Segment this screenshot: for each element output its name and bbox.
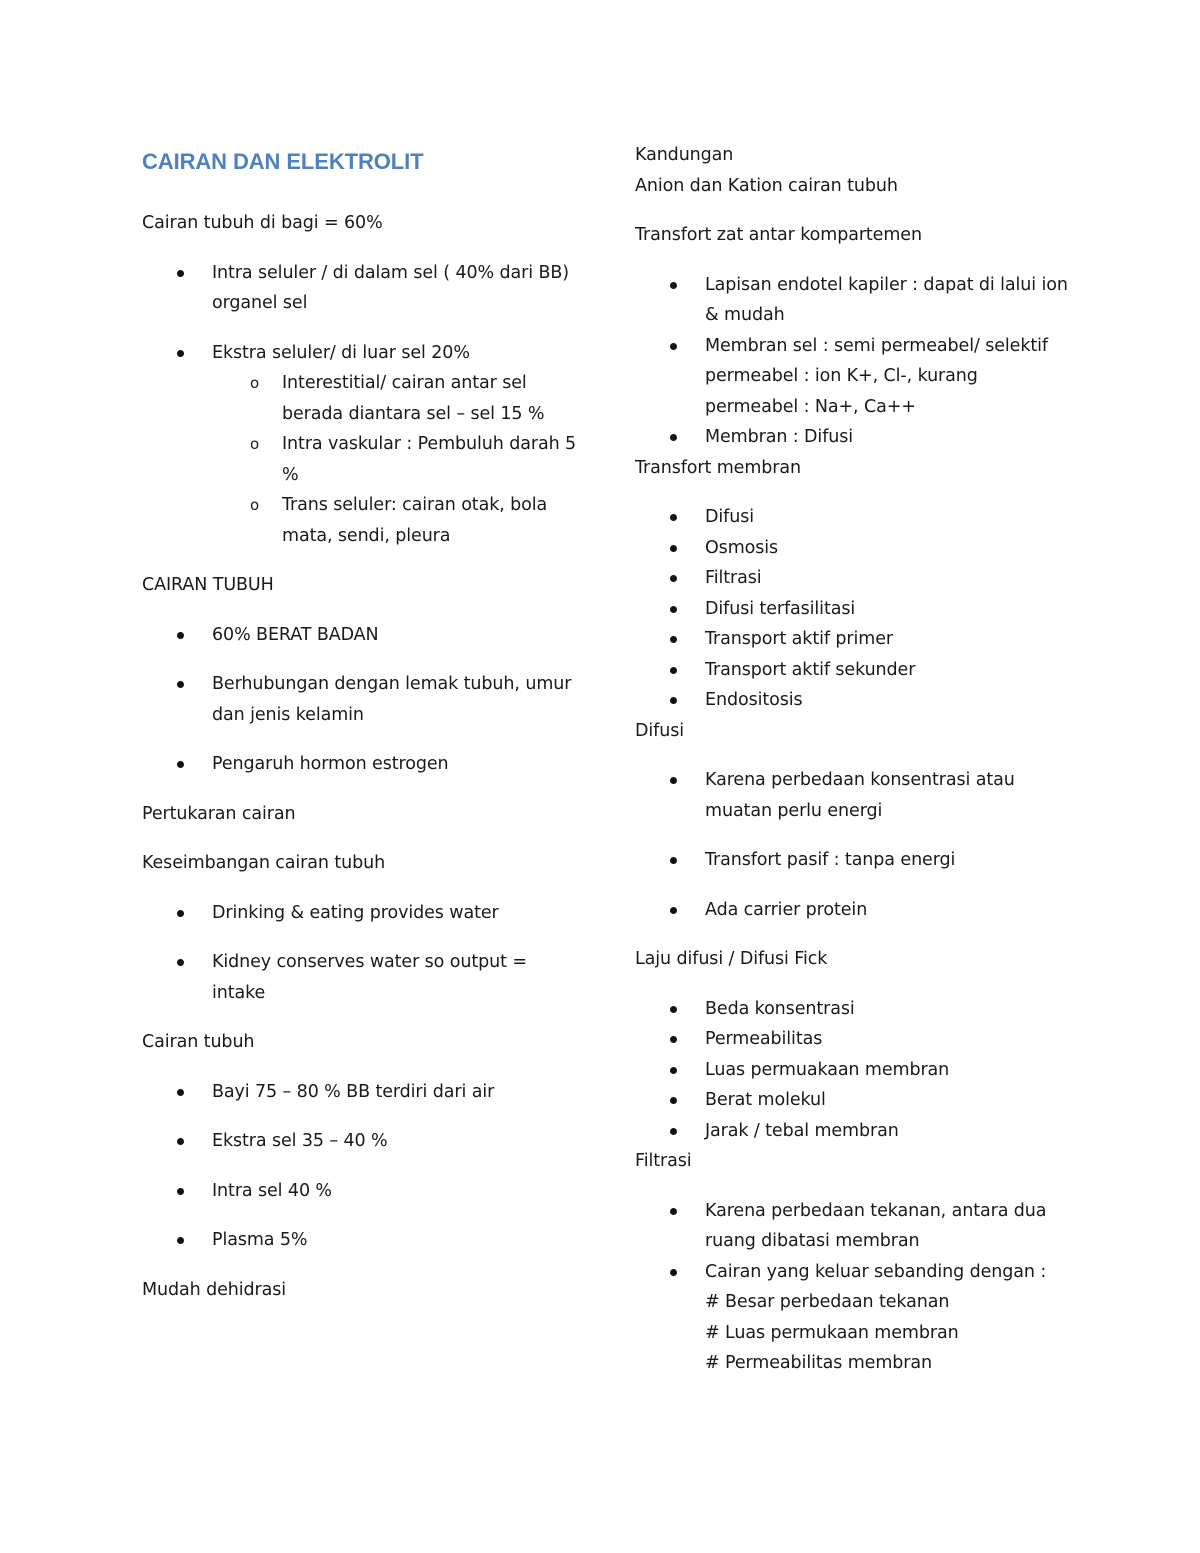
list-item: Transfort pasif : tanpa energi	[635, 845, 1075, 876]
paragraph-transfort-zat: Transfort zat antar kompartemen	[635, 225, 922, 245]
list-item: Endositosis	[635, 685, 1075, 716]
paragraph-transfort-membran: Transfort membran	[635, 457, 802, 478]
paragraph-laju-difusi: Laju difusi / Difusi Fick	[635, 949, 828, 969]
list-item: Difusi	[635, 502, 1075, 533]
sub-list-extracellular	[212, 368, 582, 551]
list-item: Membran : Difusi	[635, 422, 1075, 453]
list-item-line: # Luas permukaan membran	[705, 1322, 959, 1343]
bullet-list-difusi	[635, 765, 1075, 925]
list-item: Osmosis	[635, 533, 1075, 564]
paragraph-mudah-dehidrasi: Mudah dehidrasi	[142, 1279, 287, 1300]
list-item: Intra sel 40 %	[142, 1176, 582, 1207]
paragraph-keseimbangan: Keseimbangan cairan tubuh	[142, 853, 386, 873]
bullet-list-transfort-zat	[635, 270, 1075, 453]
list-item: Difusi terfasilitasi	[635, 594, 1075, 625]
list-item: Jarak / tebal membran	[635, 1116, 1075, 1147]
list-item: Transport aktif sekunder	[635, 655, 1075, 686]
bullet-list-keseimbangan	[142, 898, 582, 1009]
list-item-line: # Permeabilitas membran	[705, 1353, 932, 1373]
document-title: CAIRAN DAN ELEKTROLIT	[142, 149, 424, 174]
paragraph-cairan-tubuh-2: Cairan tubuh	[142, 1032, 255, 1052]
list-item: Beda konsentrasi	[635, 994, 1075, 1025]
left-column	[142, 140, 582, 1324]
bullet-list-cairan-tubuh	[142, 620, 582, 780]
list-item-line: # Besar perbedaan tekanan	[705, 1292, 950, 1312]
sub-list-item: o Intra vaskular : Pembuluh darah 5 %	[142, 429, 582, 490]
paragraph-anion-kation: Anion dan Kation cairan tubuh	[635, 175, 898, 196]
bullet-list-laju-difusi	[635, 994, 1075, 1147]
paragraph-difusi: Difusi	[635, 720, 684, 741]
list-item: Karena perbedaan tekanan, antara dua ruang dibatasi membran	[635, 1196, 1075, 1257]
paragraph-cairan-tubuh-dibagi: Cairan tubuh di bagi = 60%	[142, 213, 383, 233]
list-item: Membran sel : semi permeabel/ selektif permeabel : ion K+, Cl-, kurang permeabel : Na+, Ca++	[635, 331, 1075, 423]
list-item: Bayi 75 – 80 % BB terdiri dari air	[142, 1077, 582, 1108]
list-item: Luas permuakaan membran	[635, 1055, 1075, 1086]
bullet-list-komposisi	[142, 1077, 582, 1256]
list-item: Lapisan endotel kapiler : dapat di lalui ion & mudah	[635, 270, 1075, 331]
list-item: Pengaruh hormon estrogen	[142, 749, 582, 780]
paragraph-pertukaran-cairan: Pertukaran cairan	[142, 803, 296, 824]
sub-list-item: o Trans seluler: cairan otak, bola mata, sendi, pleura	[142, 490, 582, 551]
list-item-text: Ekstra seluler/ di luar sel 20%	[212, 342, 470, 363]
list-item: Intra seluler / di dalam sel ( 40% dari BB) organel sel	[142, 258, 582, 319]
sub-list-item: o Interestitial/ cairan antar sel berada diantara sel – sel 15 %	[142, 368, 582, 429]
list-item: Transport aktif primer	[635, 624, 1075, 655]
list-item: Berhubungan dengan lemak tubuh, umur dan jenis kelamin	[142, 669, 582, 730]
list-item: Plasma 5%	[142, 1225, 582, 1256]
list-item	[142, 338, 582, 552]
bullet-list-filtrasi	[635, 1196, 1075, 1379]
list-item: Permeabilitas	[635, 1024, 1075, 1055]
list-item: Karena perbedaan konsentrasi atau muatan perlu energi	[635, 765, 1075, 826]
paragraph-cairan-tubuh-heading: CAIRAN TUBUH	[142, 575, 274, 595]
paragraph-kandungan: Kandungan	[635, 145, 734, 165]
list-item: Berat molekul	[635, 1085, 1075, 1116]
paragraph-filtrasi: Filtrasi	[635, 1151, 692, 1171]
bullet-list-transfort-membran	[635, 502, 1075, 716]
list-item-line: Cairan yang keluar sebanding dengan :	[705, 1261, 1047, 1282]
list-item: Ada carrier protein	[635, 895, 1075, 926]
list-item	[635, 1257, 1075, 1379]
list-item: Drinking & eating provides water	[142, 898, 582, 929]
list-item: Ekstra sel 35 – 40 %	[142, 1126, 582, 1157]
right-column	[635, 140, 1075, 1379]
list-item: 60% BERAT BADAN	[142, 620, 582, 651]
bullet-list-compartments	[142, 258, 582, 552]
list-item: Filtrasi	[635, 563, 1075, 594]
list-item: Kidney conserves water so output = intake	[142, 947, 582, 1008]
